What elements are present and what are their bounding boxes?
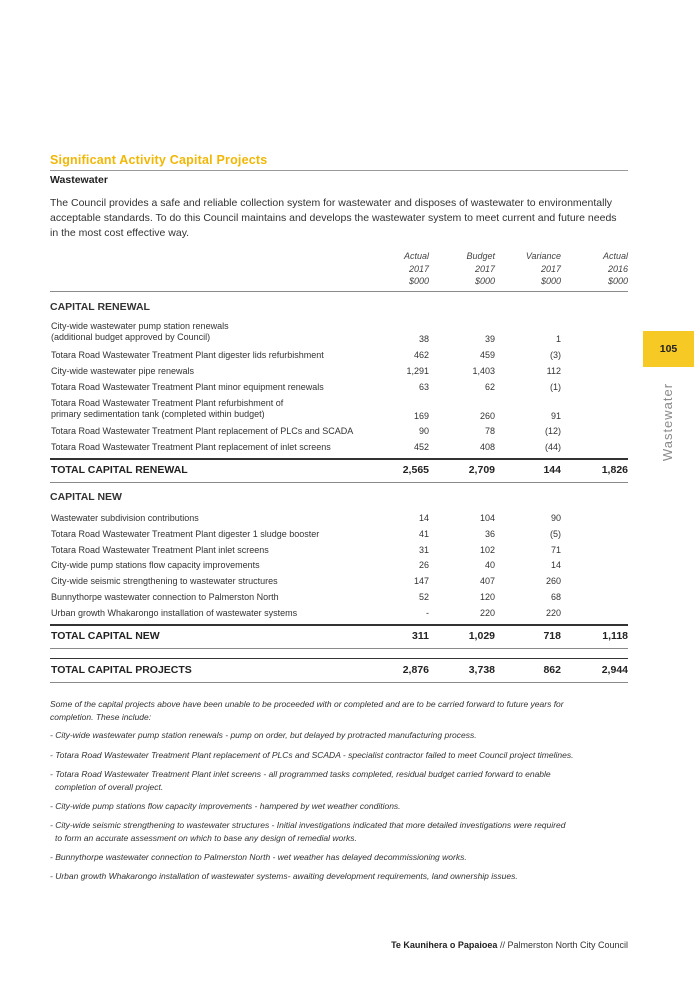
cell-variance: (5) [550,529,561,539]
section-title: Significant Activity Capital Projects [50,153,268,167]
cell-variance: 112 [546,366,561,376]
row-label: Totara Road Wastewater Treatment Plant digester 1 sludge booster [51,529,320,539]
cell-budget: 36 [484,529,495,539]
col-actual-2017: Actual 2017 $000 [403,251,429,286]
cell-budget: 220 [479,608,495,618]
table-row [50,442,628,457]
total-capital-new-row [50,630,628,644]
total-actual: 2,565 [402,464,429,476]
col-budget-2017: Budget 2017 $000 [466,251,495,286]
cell-variance: 71 [550,545,561,555]
cell-actual: 41 [418,529,429,539]
renewal-total-top-rule [50,458,628,460]
cell-actual: 14 [418,513,429,523]
total-variance: 862 [543,664,561,676]
total-label: TOTAL CAPITAL PROJECTS [51,664,192,676]
table-row [50,545,628,560]
cell-variance: 260 [545,576,561,586]
cell-budget: 408 [479,442,495,452]
cell-variance: (12) [544,426,561,436]
total-capital-renewal-row [50,464,628,478]
footer-maori-name: Te Kaunihera o Papaioea [391,940,498,950]
total-variance: 718 [543,630,561,642]
cell-actual: 1,291 [406,366,429,376]
cell-actual: 147 [413,576,429,586]
note-item: - Totara Road Wastewater Treatment Plant inlet screens - all programmed tasks completed, residual budget carried forward to enable completion of overall project. [50,769,551,792]
row-label: City-wide seismic strengthening to wastewater structures [51,576,278,586]
cell-variance: 14 [550,560,561,570]
cell-actual: 452 [413,442,429,452]
subtitle: Wastewater [50,174,108,186]
footer-council-name: Palmerston North City Council [507,940,628,950]
cell-budget: 40 [484,560,495,570]
renewal-total-bottom-rule [50,482,628,483]
table-row [50,592,628,607]
cell-budget: 78 [484,426,495,436]
table-row [50,576,628,591]
note-item: - Bunnythorpe wastewater connection to Palmerston North - wet weather has delayed decommissioning works. [50,852,467,862]
footer [391,940,628,950]
total-capital-projects-row [50,664,628,678]
table-row [50,350,628,365]
row-label: Totara Road Wastewater Treatment Plant inlet screens [51,545,269,555]
col-variance-2017: Variance 2017 $000 [525,251,561,286]
total-actual-prior: 1,826 [601,464,628,476]
table-row [50,366,628,381]
table-row [50,382,628,397]
col-actual-2016: Actual 2016 $000 [602,251,628,286]
table-row [50,529,628,544]
cell-variance: (3) [550,350,561,360]
note-item: - Urban growth Whakarongo installation of wastewater systems- awaiting development requirements, land ownership issues. [50,871,518,881]
total-budget: 1,029 [468,630,495,642]
cell-variance: (1) [550,382,561,392]
note-item: - City-wide seismic strengthening to wastewater structures - Initial investigations indicated that more detailed investigations were required to form an accurate assessment on which to base any design of remedial works. [50,820,566,843]
row-label: City-wide pump stations flow capacity improvements [51,560,260,570]
new-total-top-rule [50,624,628,626]
cell-budget: 62 [484,382,495,392]
grand-total-top-rule [50,658,628,659]
new-total-bottom-rule [50,648,628,649]
cell-actual: 52 [418,592,429,602]
cell-budget: 120 [479,592,495,602]
footer-separator: // [497,940,508,950]
cell-variance: 1 [555,334,561,344]
cell-variance: 68 [550,592,561,602]
cell-actual: 38 [418,334,429,344]
table-row [50,398,628,424]
total-actual-prior: 1,118 [602,630,628,642]
row-label: City-wide wastewater pump station renewals (additional budget approved by Council) [51,321,229,342]
total-budget: 3,738 [468,664,495,676]
row-label: Totara Road Wastewater Treatment Plant minor equipment renewals [51,382,324,392]
row-label: Urban growth Whakarongo installation of wastewater systems [51,608,298,618]
cell-budget: 407 [479,576,495,586]
row-label: Totara Road Wastewater Treatment Plant digester lids refurbishment [51,350,324,360]
row-label: City-wide wastewater pipe renewals [51,366,195,376]
row-label: Totara Road Wastewater Treatment Plant replacement of PLCs and SCADA [51,426,354,436]
table-row [50,321,628,347]
capital-new-heading: CAPITAL NEW [50,491,122,503]
row-label: Bunnythorpe wastewater connection to Palmerston North [51,592,279,602]
cell-budget: 102 [479,545,495,555]
intro-paragraph: The Council provides a safe and reliable collection system for wastewater and disposes of wastewater to environmentally acceptable standards. To do this Council maintains and develops the wastewater system to meet current and future needs in the most cost effective way. [50,197,617,239]
total-budget: 2,709 [468,464,495,476]
cell-actual: 462 [413,350,429,360]
table-row [50,608,628,623]
cell-budget: 1,403 [472,366,495,376]
cell-budget: 459 [479,350,495,360]
cell-variance: 91 [550,411,561,421]
cell-budget: 260 [479,411,495,421]
grand-total-bottom-rule [50,682,628,683]
note-item: - Totara Road Wastewater Treatment Plant replacement of PLCs and SCADA - specialist contractor failed to meet Council project timelines. [50,750,574,760]
cell-actual: - [426,608,429,618]
row-label: Totara Road Wastewater Treatment Plant refurbishment of primary sedimentation tank (completed within budget) [51,398,284,419]
cell-variance: 220 [545,608,561,618]
title-divider [50,170,628,171]
cell-budget: 104 [479,513,495,523]
total-actual: 311 [412,630,429,642]
cell-variance: 90 [550,513,561,523]
total-label: TOTAL CAPITAL RENEWAL [51,464,188,476]
header-divider [50,291,628,292]
table-row [50,560,628,575]
cell-actual: 90 [418,426,429,436]
cell-actual: 169 [413,411,429,421]
notes-intro: Some of the capital projects above have been unable to be proceeded with or completed and are to be carried forward to future years for completion. These include: [50,699,564,722]
cell-variance: (44) [544,442,561,452]
total-actual: 2,876 [402,664,429,676]
row-label: Wastewater subdivision contributions [51,513,199,523]
note-item: - City-wide pump stations flow capacity improvements - hampered by wet weather conditions. [50,801,401,811]
cell-actual: 26 [418,560,429,570]
cell-actual: 63 [418,382,429,392]
total-label: TOTAL CAPITAL NEW [51,630,160,642]
cell-actual: 31 [418,545,429,555]
total-variance: 144 [543,464,561,476]
page-number-tab: 105 [643,331,694,367]
total-actual-prior: 2,944 [601,664,628,676]
cell-budget: 39 [484,334,495,344]
capital-renewal-heading: CAPITAL RENEWAL [50,301,150,313]
note-item: - City-wide wastewater pump station renewals - pump on order, but delayed by protracted manufacturing process. [50,730,477,740]
row-label: Totara Road Wastewater Treatment Plant replacement of inlet screens [51,442,331,452]
side-section-label: Wastewater [660,382,675,462]
table-row [50,426,628,441]
table-row [50,513,628,528]
